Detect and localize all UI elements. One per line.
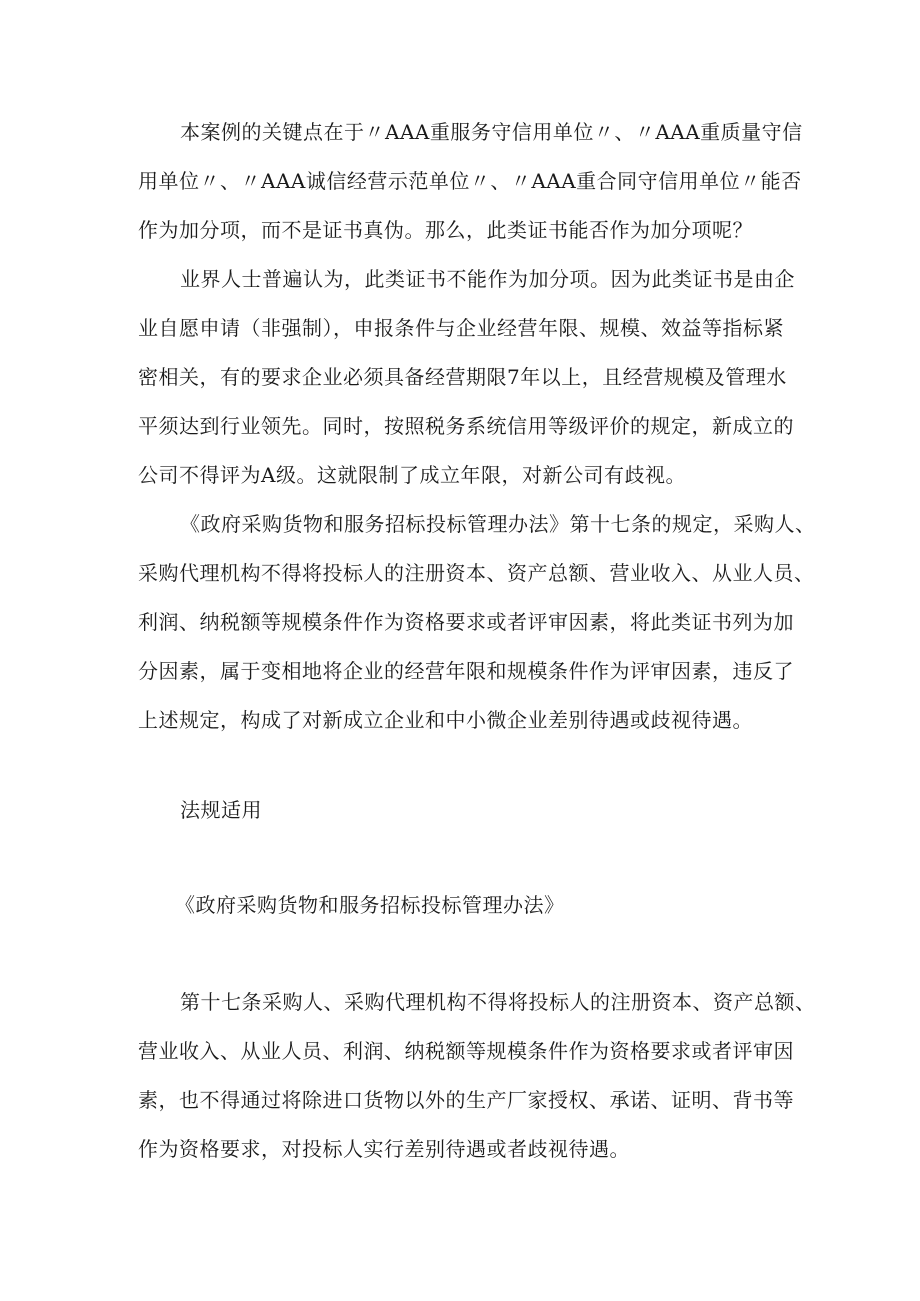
text-line: 分因素，属于变相地将企业的经营年限和规模条件作为评审因素，违反了	[138, 659, 794, 683]
law-title: 《政府采购货物和服务招标投标管理办法》	[175, 893, 565, 917]
text-line: 素，也不得通过将除进口货物以外的生产厂家授权、承诺、证明、背书等	[138, 1088, 794, 1112]
text-line: 作为加分项，而不是证书真伪。那么，此类证书能否作为加分项呢？	[138, 218, 753, 242]
text-line: 密相关，有的要求企业必须具备经营期限7年以上，且经营规模及管理水	[138, 365, 787, 389]
text-line: 《政府采购货物和服务招标投标管理办法》第十七条的规定，采购人、	[180, 512, 816, 536]
text-line: 业界人士普遍认为，此类证书不能作为加分项。因为此类证书是由企	[180, 267, 795, 291]
text-line: 本案例的关键点在于〃AAA重服务守信用单位〃、〃AAA重质量守信	[180, 120, 803, 144]
text-line: 营业收入、从业人员、利润、纳税额等规模条件作为资格要求或者评审因	[138, 1039, 794, 1063]
section-heading: 法规适用	[180, 798, 262, 822]
text-line: 采购代理机构不得将投标人的注册资本、资产总额、营业收入、从业人员、	[138, 561, 815, 585]
text-line: 上述规定，构成了对新成立企业和中小微企业差别待遇或歧视待遇。	[138, 708, 753, 732]
text-line: 用单位〃、〃AAA诚信经营示范单位〃、〃AAA重合同守信用单位〃能否	[138, 169, 802, 193]
text-line: 作为资格要求，对投标人实行差别待遇或者歧视待遇。	[138, 1137, 630, 1161]
text-line: 公司不得评为A级。这就限制了成立年限，对新公司有歧视。	[138, 463, 686, 487]
text-line: 第十七条采购人、采购代理机构不得将投标人的注册资本、资产总额、	[180, 990, 816, 1014]
text-line: 利润、纳税额等规模条件作为资格要求或者评审因素，将此类证书列为加	[138, 610, 794, 634]
text-line: 业自愿申请（非强制），申报条件与企业经营年限、规模、效益等指标紧	[138, 316, 784, 340]
text-line: 平须达到行业领先。同时，按照税务系统信用等级评价的规定，新成立的	[138, 414, 794, 438]
